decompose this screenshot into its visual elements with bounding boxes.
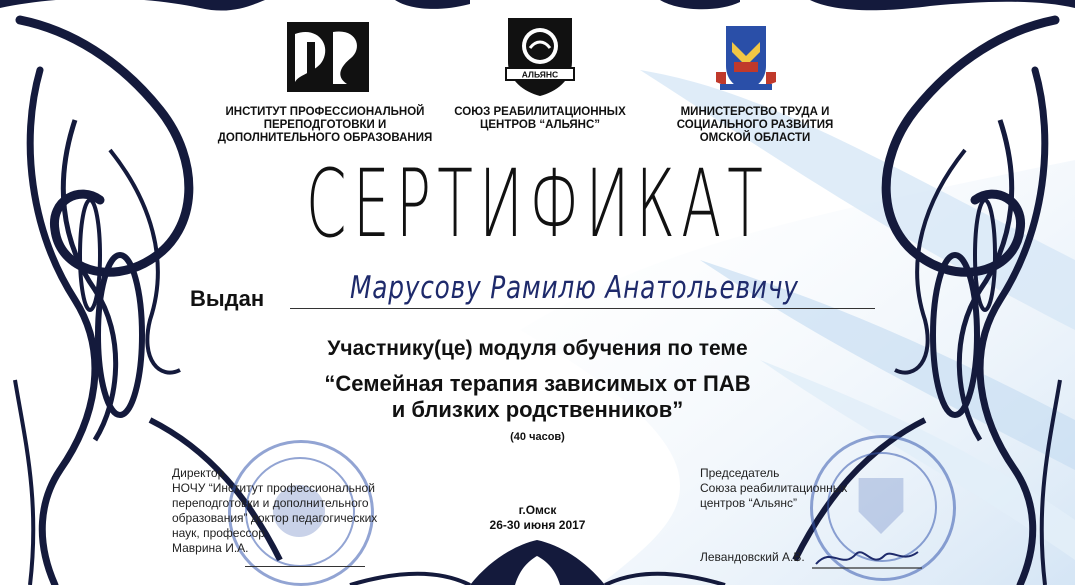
ministry-name: МИНИСТЕРСТВО ТРУДА И СОЦИАЛЬНОГО РАЗВИТИЯ ОМСКОЙ ОБЛАСТИ — [676, 106, 834, 144]
left-signatory-degree-2: наук, профессор — [172, 526, 265, 540]
left-signatory-title: Директор — [172, 466, 225, 480]
certificate-title: СЕРТИФИКАТ — [305, 150, 770, 259]
left-signatory-degree-1: образования” доктор педагогических — [172, 511, 378, 525]
alliance-shield-logo — [500, 12, 580, 98]
left-signatory-org-2: переподготовки и дополнительного — [172, 496, 369, 510]
right-signatory-title: Председатель — [700, 466, 780, 480]
left-signatory-org-1: НОЧУ “Институт профессиональной — [172, 481, 375, 495]
right-signature — [812, 540, 922, 574]
right-signatory-org-1: Союза реабилитационных — [700, 481, 848, 495]
omsk-coat-of-arms — [712, 22, 780, 92]
institute-logo — [287, 22, 369, 92]
hours: (40 часов) — [510, 431, 565, 443]
svg-text:АЛЬЯНС: АЛЬЯНС — [521, 69, 559, 80]
recipient-name: Марусову Рамилю Анатольевичу — [350, 270, 799, 306]
right-signatory — [700, 466, 880, 511]
recipient-line — [290, 308, 875, 309]
left-signatory — [172, 466, 382, 556]
right-signatory-name: Левандовский А.В. — [700, 550, 805, 564]
alliance-name: СОЮЗ РЕАБИЛИТАЦИОННЫХ ЦЕНТРОВ “АЛЬЯНС” — [454, 106, 626, 131]
date: 26-30 июня 2017 — [489, 518, 586, 532]
left-signatory-name: Маврина И.А. — [172, 541, 249, 555]
left-signature-line — [245, 566, 365, 567]
topic-line-1: “Семейная терапия зависимых от ПАВ — [324, 371, 751, 396]
institute-name: ИНСТИТУТ ПРОФЕССИОНАЛЬНОЙ ПЕРЕПОДГОТОВКИ И ДОПОЛНИТЕЛЬНОГО ОБРАЗОВАНИЯ — [217, 106, 433, 144]
module-subtitle: Участнику(це) модуля обучения по теме — [327, 337, 748, 360]
right-signatory-org-2: центров “Альянс” — [700, 496, 797, 510]
issued-label: Выдан — [190, 286, 265, 311]
city: г.Омск — [518, 503, 557, 517]
topic-line-2: и близких родственников” — [391, 397, 684, 422]
